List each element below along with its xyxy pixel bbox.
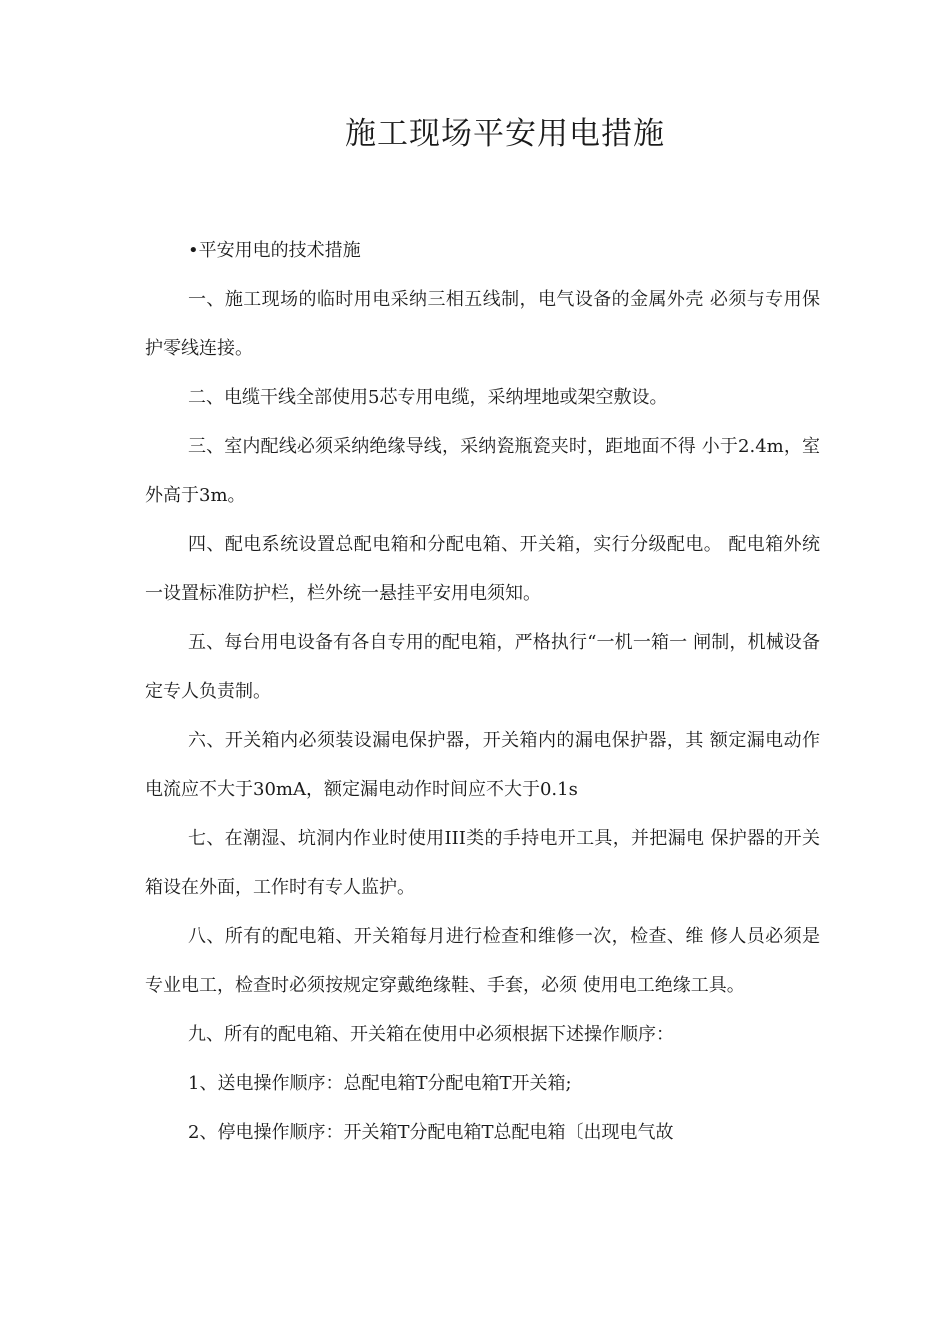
paragraph-item-8: 八、所有的配电箱、开关箱每月进行检查和维修一次，检查、维 修人员必须是专业电工，检查时必须按规定穿戴绝缘鞋、手套，必须 使用电工绝缘工具。 bbox=[145, 926, 820, 996]
paragraph-item-3: 三、室内配线必须采纳绝缘导线，采纳瓷瓶瓷夹时，距地面不得 小于2.4m，室外高于3m。 bbox=[145, 436, 820, 506]
document-body bbox=[145, 226, 820, 1157]
section-heading: •平安用电的技术措施 bbox=[188, 240, 361, 261]
paragraph-item-4: 四、配电系统设置总配电箱和分配电箱、开关箱，实行分级配电。 配电箱外统一设置标准防护栏，栏外统一悬挂平安用电须知。 bbox=[145, 534, 820, 604]
paragraph-item-9: 九、所有的配电箱、开关箱在使用中必须根据下述操作顺序： bbox=[188, 1024, 674, 1045]
paragraph-item-2: 二、电缆干线全部使用5芯专用电缆，采纳埋地或架空敷设。 bbox=[188, 387, 668, 408]
paragraph-item-7: 七、在潮湿、坑洞内作业时使用III类的手持电开工具，并把漏电 保护器的开关箱设在外面，工作时有专人监护。 bbox=[145, 828, 820, 898]
page-title: 施工现场平安用电措施 bbox=[345, 116, 665, 152]
procedure-step-2: 2、停电操作顺序：开关箱T分配电箱T总配电箱〔出现电气故 bbox=[188, 1122, 674, 1143]
paragraph-item-6: 六、开关箱内必须装设漏电保护器，开关箱内的漏电保护器，其 额定漏电动作电流应不大于30mA，额定漏电动作时间应不大于0.1s bbox=[145, 730, 820, 800]
procedure-step-1: 1、送电操作顺序：总配电箱T分配电箱T开关箱; bbox=[188, 1073, 572, 1094]
paragraph-item-1: 一、施工现场的临时用电采纳三相五线制，电气设备的金属外壳 必须与专用保护零线连接。 bbox=[145, 289, 820, 359]
paragraph-item-5: 五、每台用电设备有各自专用的配电箱，严格执行“一机一箱一 闸制，机械设备定专人负责制。 bbox=[145, 632, 820, 702]
